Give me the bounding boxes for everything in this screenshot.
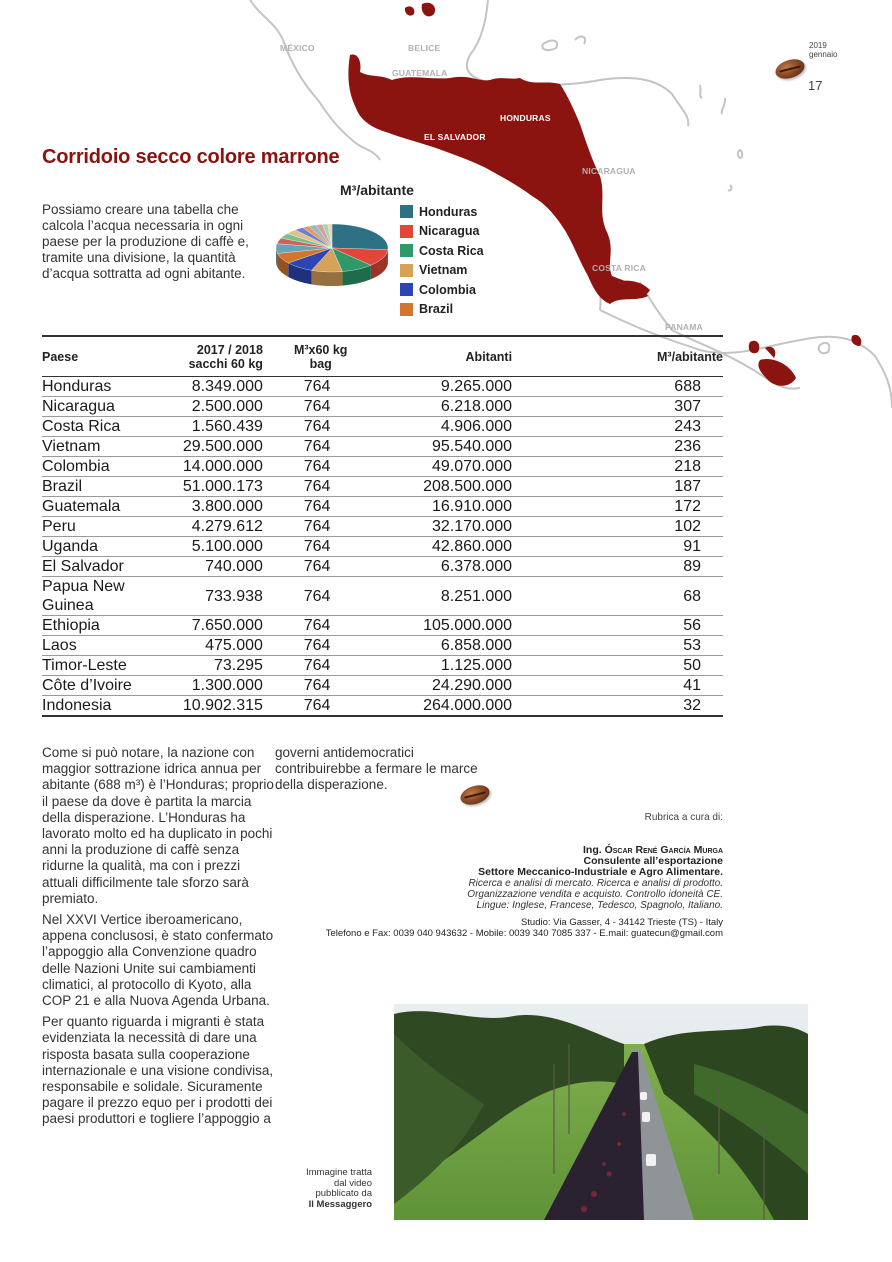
header-m3-abitante: M³/abitante bbox=[627, 336, 723, 377]
cell-paese: Timor-Leste bbox=[42, 656, 160, 676]
header-abitanti: Abitanti bbox=[378, 336, 627, 377]
legend-label: Brazil bbox=[419, 302, 454, 317]
cell-paese: Costa Rica bbox=[42, 417, 160, 437]
cell-sacchi: 740.000 bbox=[160, 557, 263, 577]
table-row bbox=[42, 397, 723, 417]
cell-abitanti: 42.860.000 bbox=[378, 537, 627, 557]
legend-item bbox=[400, 300, 484, 320]
table-row bbox=[42, 557, 723, 577]
cell-m3-abitante: 307 bbox=[627, 397, 723, 417]
legend-swatch bbox=[400, 205, 413, 218]
author-role: Consulente all’esportazione bbox=[583, 855, 723, 867]
cell-sacchi: 1.560.439 bbox=[160, 417, 263, 437]
legend-item bbox=[400, 261, 484, 281]
cell-sacchi: 51.000.173 bbox=[160, 477, 263, 497]
page-number: 17 bbox=[808, 78, 823, 93]
issue-month: gennaio bbox=[809, 50, 838, 59]
cell-sacchi: 4.279.612 bbox=[160, 517, 263, 537]
cell-m3-bag: 764 bbox=[263, 497, 379, 517]
cell-paese: Peru bbox=[42, 517, 160, 537]
map-label-guatemala: GUATEMALA bbox=[392, 68, 448, 78]
cell-m3-abitante: 102 bbox=[627, 517, 723, 537]
legend-label: Nicaragua bbox=[419, 224, 480, 239]
rubrica-label: Rubrica a cura di: bbox=[644, 812, 723, 823]
studio-address: Studio: Via Gasser, 4 - 34142 Trieste (TS) - Italy bbox=[520, 917, 723, 928]
cell-m3-abitante: 53 bbox=[627, 636, 723, 656]
intro-paragraph: Possiamo creare una tabella che calcola l’acqua necessaria in ogni paese per la produzione di caffè e, tramite una divisione, la quantità d’acqua sottratta ad ogni abitante. bbox=[42, 202, 249, 281]
table-row bbox=[42, 437, 723, 457]
legend-label: Colombia bbox=[419, 282, 476, 297]
cell-abitanti: 49.070.000 bbox=[378, 457, 627, 477]
cell-m3-bag: 764 bbox=[263, 616, 379, 636]
cell-m3-bag: 764 bbox=[263, 377, 379, 397]
legend-item bbox=[400, 280, 484, 300]
header-m3-bag-line1: M³x60 kg bbox=[293, 343, 348, 357]
cell-m3-abitante: 91 bbox=[627, 537, 723, 557]
cell-paese: Ethiopia bbox=[42, 616, 160, 636]
author-credits bbox=[326, 812, 723, 939]
legend-swatch bbox=[400, 303, 413, 316]
cell-m3-bag: 764 bbox=[263, 417, 379, 437]
cell-m3-bag: 764 bbox=[263, 557, 379, 577]
cell-sacchi: 3.800.000 bbox=[160, 497, 263, 517]
legend-swatch bbox=[400, 264, 413, 277]
chart-title: M³/abitante bbox=[340, 182, 414, 198]
article-column-1 bbox=[42, 745, 274, 1133]
cell-m3-bag: 764 bbox=[263, 437, 379, 457]
cell-paese: Indonesia bbox=[42, 696, 160, 717]
cell-abitanti: 9.265.000 bbox=[378, 377, 627, 397]
cell-m3-bag: 764 bbox=[263, 397, 379, 417]
cell-paese: Brazil bbox=[42, 477, 160, 497]
map-label-el-salvador: EL SALVADOR bbox=[424, 132, 486, 142]
legend-swatch bbox=[400, 225, 413, 238]
pie-slice-side-vietnam bbox=[311, 270, 342, 286]
table-row bbox=[42, 417, 723, 437]
cell-sacchi: 2.500.000 bbox=[160, 397, 263, 417]
cell-m3-bag: 764 bbox=[263, 537, 379, 557]
cell-paese: Laos bbox=[42, 636, 160, 656]
cell-m3-bag: 764 bbox=[263, 636, 379, 656]
table-row bbox=[42, 616, 723, 636]
cell-m3-abitante: 41 bbox=[627, 676, 723, 696]
cell-m3-abitante: 32 bbox=[627, 696, 723, 717]
service-line: Ricerca e analisi di mercato. Ricerca e analisi di prodotto. bbox=[468, 878, 723, 889]
cell-sacchi: 29.500.000 bbox=[160, 437, 263, 457]
paragraph: governi antidemocratici contribuirebbe a fermare le marce della disperazione. bbox=[275, 745, 478, 793]
cell-abitanti: 16.910.000 bbox=[378, 497, 627, 517]
cell-m3-abitante: 50 bbox=[627, 656, 723, 676]
author-fullname: Óscar René García Murga bbox=[604, 844, 723, 856]
cell-sacchi: 7.650.000 bbox=[160, 616, 263, 636]
legend-label: Vietnam bbox=[419, 263, 468, 278]
table-row bbox=[42, 676, 723, 696]
cell-paese: Honduras bbox=[42, 377, 160, 397]
header-sacchi bbox=[160, 336, 263, 377]
cell-m3-abitante: 187 bbox=[627, 477, 723, 497]
cell-paese: Côte d’Ivoire bbox=[42, 676, 160, 696]
legend-label: Honduras bbox=[419, 204, 478, 219]
table-row bbox=[42, 377, 723, 397]
table-row bbox=[42, 497, 723, 517]
cell-sacchi: 8.349.000 bbox=[160, 377, 263, 397]
water-consumption-table bbox=[42, 335, 723, 717]
cell-m3-abitante: 89 bbox=[627, 557, 723, 577]
cell-sacchi: 73.295 bbox=[160, 656, 263, 676]
cell-m3-bag: 764 bbox=[263, 517, 379, 537]
issue-date bbox=[809, 41, 837, 59]
cell-paese: Colombia bbox=[42, 457, 160, 477]
cell-m3-bag: 764 bbox=[263, 477, 379, 497]
cell-m3-abitante: 68 bbox=[627, 577, 723, 616]
map-label-honduras: HONDURAS bbox=[500, 113, 551, 123]
caption-line: dal video bbox=[333, 1177, 372, 1189]
cell-paese: Nicaragua bbox=[42, 397, 160, 417]
cell-paese: Papua New Guinea bbox=[42, 577, 160, 616]
issue-year: 2019 bbox=[809, 41, 827, 50]
cell-sacchi: 475.000 bbox=[160, 636, 263, 656]
pie-chart bbox=[272, 218, 396, 298]
map-label-panama: PANAMA bbox=[665, 322, 703, 332]
cell-abitanti: 32.170.000 bbox=[378, 517, 627, 537]
legend-swatch bbox=[400, 244, 413, 257]
legend-label: Costa Rica bbox=[419, 243, 484, 258]
header-sacchi-line1: 2017 / 2018 bbox=[196, 343, 263, 357]
cell-paese: Guatemala bbox=[42, 497, 160, 517]
paragraph: Come si può notare, la nazione con maggior sottrazione idrica annua per abitante (688 m³) è l’Honduras; proprio il paese da dove è partita la marcia della disperazione. L’Honduras ha lavorato molto ed ha duplicato in pochi anni la produzione di caffè senza ridurne la qualità, ma con i prezzi attuali difficilmente tale sforzo sarà premiato. bbox=[42, 745, 274, 906]
author-prefix: Ing. bbox=[582, 844, 605, 856]
caption-source: Il Messaggero bbox=[308, 1198, 372, 1210]
cell-m3-bag: 764 bbox=[263, 457, 379, 477]
cell-paese: Vietnam bbox=[42, 437, 160, 457]
cell-paese: Uganda bbox=[42, 537, 160, 557]
cell-m3-abitante: 243 bbox=[627, 417, 723, 437]
table-body bbox=[42, 377, 723, 717]
author-sector: Settore Meccanico-Industriale e Agro Alimentare. bbox=[478, 866, 723, 878]
legend-item bbox=[400, 202, 484, 222]
header-paese: Paese bbox=[42, 336, 160, 377]
cell-m3-bag: 764 bbox=[263, 577, 379, 616]
table-header-row bbox=[42, 336, 723, 377]
cell-abitanti: 264.000.000 bbox=[378, 696, 627, 717]
cell-sacchi: 5.100.000 bbox=[160, 537, 263, 557]
cell-abitanti: 6.378.000 bbox=[378, 557, 627, 577]
cell-abitanti: 4.906.000 bbox=[378, 417, 627, 437]
cell-sacchi: 1.300.000 bbox=[160, 676, 263, 696]
paragraph: Nel XXVI Vertice iberoamericano, appena conclusosi, è stato confermato l’appoggio alla Convenzione quadro delle Nazioni Unite sui cambiamenti climatici, al protocollo di Kyoto, alla COP 21 e alla Nuova Agenda Urbana. bbox=[42, 912, 274, 1009]
cell-abitanti: 8.251.000 bbox=[378, 577, 627, 616]
cell-paese: El Salvador bbox=[42, 557, 160, 577]
cell-sacchi: 14.000.000 bbox=[160, 457, 263, 477]
table-row bbox=[42, 537, 723, 557]
legend-item bbox=[400, 241, 484, 261]
cell-sacchi: 10.902.315 bbox=[160, 696, 263, 717]
table-row bbox=[42, 477, 723, 497]
cell-abitanti: 105.000.000 bbox=[378, 616, 627, 636]
cell-m3-abitante: 236 bbox=[627, 437, 723, 457]
table-row bbox=[42, 457, 723, 477]
table-row bbox=[42, 517, 723, 537]
photo-caption bbox=[280, 1168, 372, 1210]
service-line: Organizzazione vendita e acquisto. Controllo idoneità CE. bbox=[467, 889, 723, 900]
cell-sacchi: 733.938 bbox=[160, 577, 263, 616]
cell-m3-abitante: 218 bbox=[627, 457, 723, 477]
table-row bbox=[42, 577, 723, 616]
map-label-belice: BELICE bbox=[408, 43, 441, 53]
caption-line: pubblicato da bbox=[315, 1188, 372, 1199]
header-m3-bag bbox=[263, 336, 379, 377]
cell-abitanti: 95.540.000 bbox=[378, 437, 627, 457]
cell-abitanti: 208.500.000 bbox=[378, 477, 627, 497]
table-row bbox=[42, 656, 723, 676]
cell-abitanti: 6.858.000 bbox=[378, 636, 627, 656]
table-row bbox=[42, 696, 723, 717]
pie-slice-honduras bbox=[332, 224, 388, 250]
cell-abitanti: 24.290.000 bbox=[378, 676, 627, 696]
cell-abitanti: 6.218.000 bbox=[378, 397, 627, 417]
map-label-mexico: MÉXICO bbox=[280, 43, 315, 53]
cell-m3-bag: 764 bbox=[263, 676, 379, 696]
map-label-nicaragua: NICARAGUA bbox=[582, 166, 636, 176]
cell-m3-bag: 764 bbox=[263, 696, 379, 717]
cell-m3-abitante: 688 bbox=[627, 377, 723, 397]
legend-item bbox=[400, 222, 484, 242]
cell-m3-bag: 764 bbox=[263, 656, 379, 676]
cell-abitanti: 1.125.000 bbox=[378, 656, 627, 676]
article-title: Corridoio secco colore marrone bbox=[42, 146, 340, 168]
legend-swatch bbox=[400, 283, 413, 296]
map-label-costa-rica: COSTA RICA bbox=[592, 263, 646, 273]
header-m3-bag-line2: bag bbox=[309, 357, 332, 371]
cell-m3-abitante: 56 bbox=[627, 616, 723, 636]
migrant-march-photo bbox=[394, 1004, 808, 1220]
service-line: Lingue: Inglese, Francese, Tedesco, Spagnolo, Italiano. bbox=[476, 900, 723, 911]
paragraph: Per quanto riguarda i migranti è stata evidenziata la necessità di dare una risposta basata sulla cooperazione internazionale e una visione condivisa, responsabile e solidale. Sicuramente pagare il prezzo equo per i prodotti dei paesi produttori e togliere l’appoggio a bbox=[42, 1014, 274, 1127]
header-sacchi-line2: sacchi 60 kg bbox=[188, 357, 263, 371]
cell-m3-abitante: 172 bbox=[627, 497, 723, 517]
chart-legend bbox=[400, 202, 484, 319]
caption-line: Immagine tratta bbox=[306, 1167, 372, 1178]
contact-info: Telefono e Fax: 0039 040 943632 - Mobile: 0039 340 7085 337 - E.mail: guatecun@gmail.com bbox=[325, 928, 723, 939]
table-row bbox=[42, 636, 723, 656]
